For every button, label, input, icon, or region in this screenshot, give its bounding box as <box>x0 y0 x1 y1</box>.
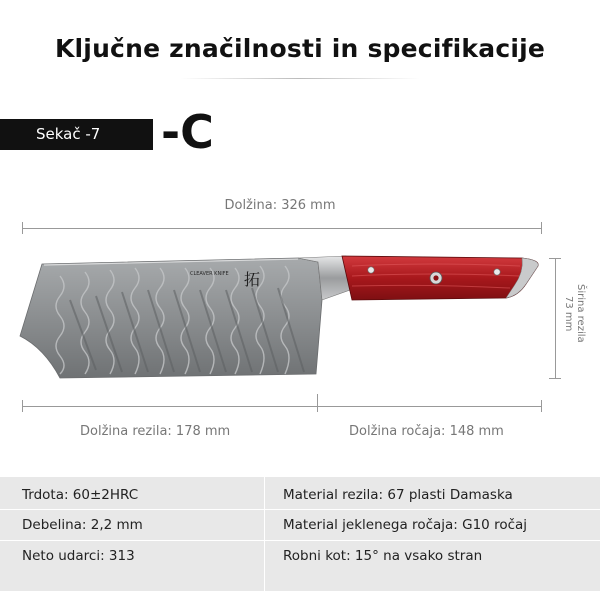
model-letter: -C <box>161 105 214 159</box>
spec-hardness: Trdota: 60±2HRC <box>22 487 139 503</box>
handle-length-label: Dolžina ročaja: 148 mm <box>349 424 504 439</box>
page-title: Ključne značilnosti in specifikacije <box>54 34 546 63</box>
blade-length-line <box>22 406 317 407</box>
blade-stamp: CLEAVER KNIFE <box>190 271 229 277</box>
spec-row <box>0 480 600 511</box>
blade-width-value: 73 mm <box>563 296 574 332</box>
handle-length-tick-right <box>541 400 542 412</box>
total-length-label: Dolžina: 326 mm <box>224 198 336 213</box>
spec-handle-material: Material jeklenega ročaja: G10 ročaj <box>283 517 528 533</box>
blade-handle-separator-tick <box>317 394 318 412</box>
spec-net-hits: Neto udarci: 313 <box>22 548 135 564</box>
spec-thickness: Debelina: 2,2 mm <box>22 517 143 533</box>
handle-length-line <box>317 406 542 407</box>
blade-width-label: Širina rezila <box>575 284 586 343</box>
blade-logo: 拓 <box>244 270 261 289</box>
blade-length-tick-left <box>22 400 23 412</box>
model-name-badge: Sekač -7 <box>0 119 153 150</box>
blade-length-label: Dolžina rezila: 178 mm <box>80 424 231 439</box>
rivet-front <box>368 267 374 273</box>
rivet-back <box>494 269 500 275</box>
spec-row <box>0 510 600 541</box>
spec-row <box>0 541 600 572</box>
spec-edge-angle: Robni kot: 15° na vsako stran <box>283 548 483 564</box>
spec-blade-material: Material rezila: 67 plasti Damaska <box>283 487 513 503</box>
